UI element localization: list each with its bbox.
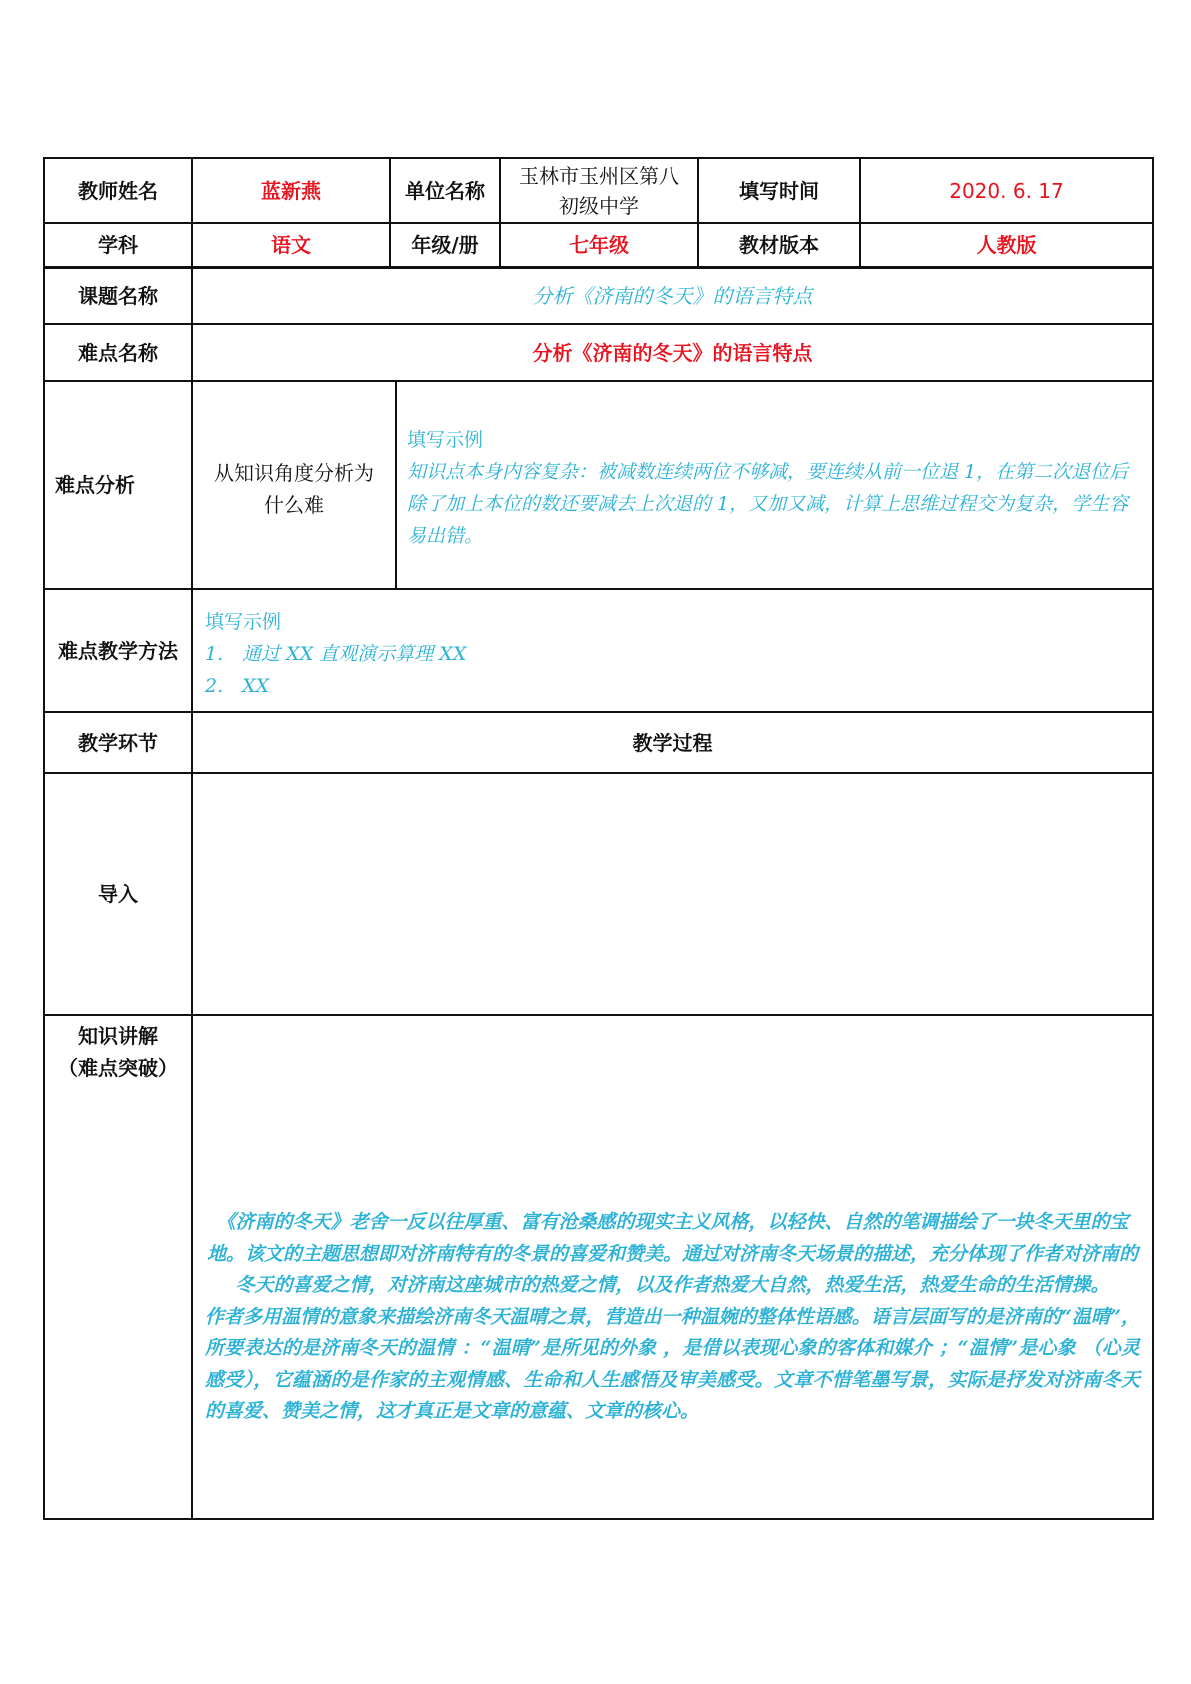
unit-name-label: 单位名称 <box>405 178 485 203</box>
process-label: 教学环节 <box>78 730 158 755</box>
explain-content <box>193 1016 1152 1518</box>
analysis-label: 难点分析 <box>55 473 135 497</box>
analysis-sub-label-line2: 什么难 <box>264 493 324 517</box>
grade-label: 年级/册 <box>411 233 479 257</box>
explain-label-line2: （难点突破） <box>58 1056 178 1080</box>
analysis-example-title: 填写示例 <box>407 429 484 451</box>
date-label: 填写时间 <box>739 178 819 203</box>
method-item-1: 1. 通过 XX 直观演示算理 XX <box>205 643 467 665</box>
unit-name-value <box>501 159 697 222</box>
method-label: 难点教学方法 <box>58 638 178 663</box>
unit-name-line2: 初级中学 <box>559 194 639 218</box>
method-example-title: 填写示例 <box>205 611 282 633</box>
intro-label: 导入 <box>98 882 138 906</box>
topic-value: 分析《济南的冬天》的语言特点 <box>532 284 813 308</box>
explain-paragraph-1: 《济南的冬天》老舍一反以往厚重、富有沧桑感的现实主义风格，以轻快、自然的笔调描绘了一块冬天里的宝地。该文的主题思想即对济南特有的冬景的喜爱和赞美。通过对济南冬天场景的描述，充分体现了作者对济南的冬天的喜爱之情，对济南这座城市的热爱之情，以及作者热爱大自然，热爱生活，热爱生命的生活情操。 <box>206 1211 1138 1296</box>
explain-label <box>45 1016 191 1518</box>
explain-paragraph-2: 作者多用温情的意象来描绘济南冬天温晴之景，营造出一种温婉的整体性语感。语言层面写的是济南的“温晴”，所要表达的是济南冬天的温情 ：“温晴”是所见的外象 ，是借以表现心象的客体和媒介 ；“温情”是心象 （心灵感受），它蕴涵的是作家的主观情感、生命和人生感悟及审美感受。文章不惜笔墨写景，实际是抒发对济南冬天的喜爱、赞美之情，这才真正是文章的意蕴、文章的核心。 <box>205 1305 1140 1422</box>
analysis-example-text: 知识点本身内容复杂：被减数连续两位不够减，要连续从前一位退 1，在第二次退位后除了加上本位的数还要减去上次退的 1，又加又减，计算上思维过程交为复杂，学生容易出错。 <box>407 461 1129 547</box>
teacher-name-value: 蓝新燕 <box>261 178 321 203</box>
edition-value: 人教版 <box>976 233 1037 257</box>
difficulty-value: 分析《济南的冬天》的语言特点 <box>532 340 813 365</box>
analysis-sub-label-line1: 从知识角度分析为 <box>214 461 374 485</box>
edition-label: 教材版本 <box>739 233 819 257</box>
grade-value: 七年级 <box>569 233 629 257</box>
difficulty-label: 难点名称 <box>78 340 158 365</box>
method-example <box>193 590 1152 711</box>
teacher-name-label: 教师姓名 <box>78 178 158 203</box>
subject-value: 语文 <box>271 233 311 257</box>
unit-name-line1: 玉林市玉州区第八 <box>519 164 679 188</box>
analysis-example <box>397 382 1152 588</box>
explain-label-line1: 知识讲解 <box>78 1024 158 1048</box>
intro-content <box>193 774 1152 1014</box>
date-value: 2020. 6. 17 <box>949 178 1064 203</box>
subject-label: 学科 <box>98 233 138 257</box>
process-header: 教学过程 <box>632 730 713 755</box>
analysis-sub-label <box>193 382 395 588</box>
method-item-2: 2. XX <box>205 675 270 697</box>
topic-label: 课题名称 <box>78 284 158 308</box>
